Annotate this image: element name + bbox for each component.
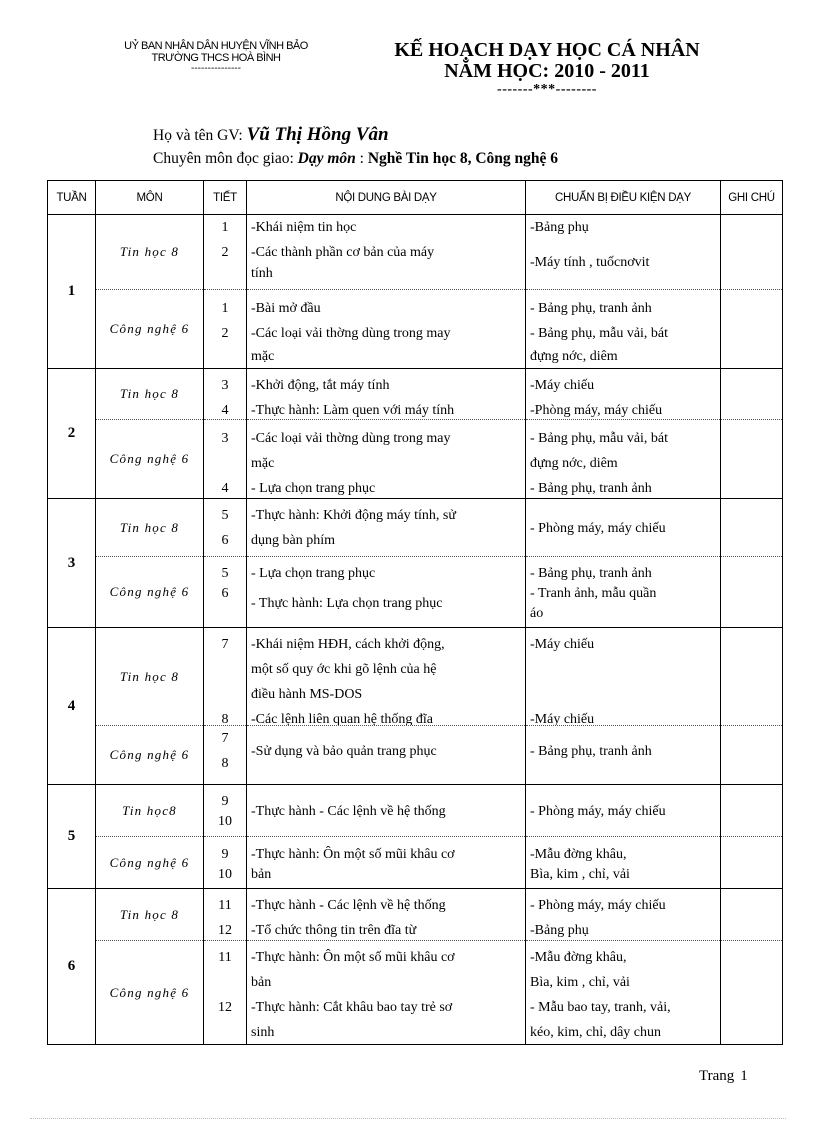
org-header [100,40,332,74]
org-line1: UỶ BAN NHÂN DÂN HUYỆN VĨNH BẢO [124,40,308,52]
note-cell [721,369,783,420]
subject-name: Công nghệ 6 [96,557,204,628]
lesson-content-line: tính [251,266,273,281]
subject-name: Tin học 8 [96,628,204,726]
lesson-content-line: sinh [251,1025,275,1040]
lesson-content-cell [247,837,526,889]
preparation-line: -Máy chiếu [530,712,595,725]
subject-name: Tin học8 [96,785,204,837]
col-header-tiet: TIẾT [204,181,247,215]
period-line: 10 [218,814,232,829]
period-line: 5 [221,566,229,581]
period-cell [204,889,247,941]
note-cell [721,215,783,290]
col-header-noi-dung: NỘI DUNG BÀI DẠY [247,181,526,215]
preparation-line: đựng nớc, diêm [530,349,618,364]
period-line: 4 [221,403,229,418]
subject-name: Tin học 8 [96,499,204,557]
period-cell [204,369,247,420]
lesson-content-cell [247,889,526,941]
week-number: 5 [48,785,96,889]
col-header-ghi-chu: GHI CHÚ [721,181,783,215]
preparation-line: Bìa, kim , chỉ, vải [530,867,630,882]
note-cell [721,499,783,557]
lesson-content-line: điều hành MS-DOS [251,687,363,702]
period-line: 2 [221,326,229,341]
period-line: 7 [221,731,229,746]
preparation-lines [526,837,720,888]
period-lines [204,290,246,368]
period-line: 4 [221,481,229,496]
subject-name: Công nghệ 6 [96,941,204,1045]
table-row [48,941,783,1045]
period-line: 11 [218,898,232,913]
preparation-line: Bìa, kim , chỉ, vải [530,975,630,990]
lesson-content-lines [247,499,525,556]
preparation-lines [526,941,720,1044]
teacher-name-line [153,123,558,147]
preparation-line: - Mẫu bao tay, tranh, vải, [530,1000,671,1015]
note-cell [721,889,783,941]
name-label: Họ và tên GV: [153,127,243,144]
lesson-content-line: -Thực hành - Các lệnh về hệ thống [251,898,446,913]
page-label: Trang [699,1068,735,1084]
lesson-content-lines [247,557,525,627]
preparation-line: áo [530,606,544,621]
table-row [48,499,783,557]
title-line1: KẾ HOẠCH DẠY HỌC CÁ NHÂN [394,39,700,61]
period-lines [204,785,246,836]
subject-name: Tin học 8 [96,215,204,290]
period-cell [204,499,247,557]
table-row [48,290,783,369]
preparation-lines [526,499,720,556]
preparation-line: -Máy chiếu [530,378,595,393]
lesson-content-line: bản [251,867,272,882]
table-row [48,420,783,499]
table-row [48,557,783,628]
period-line: 6 [221,533,229,548]
lesson-content-line: - Thực hành: Lựa chọn trang phục [251,596,443,611]
lesson-content-cell [247,369,526,420]
preparation-cell [526,557,721,628]
lesson-content-line: dụng bàn phím [251,533,335,548]
preparation-lines [526,726,720,784]
title-separator: -------***-------- [497,82,597,97]
preparation-line: -Máy chiếu [530,637,595,652]
subject-name: Công nghệ 6 [96,726,204,785]
period-lines [204,628,246,725]
period-cell [204,785,247,837]
lesson-content-cell [247,290,526,369]
lesson-content-cell [247,215,526,290]
period-cell [204,837,247,889]
period-cell [204,420,247,499]
lesson-content-line: -Thực hành: Cắt khâu bao tay trẻ sơ [251,1000,453,1015]
lesson-content-cell [247,420,526,499]
preparation-line: - Bảng phụ, tranh ảnh [530,566,652,581]
preparation-lines [526,557,720,627]
note-cell [721,785,783,837]
period-cell [204,557,247,628]
lesson-content-line: - Lựa chọn trang phục [251,481,376,496]
lesson-content-cell [247,499,526,557]
preparation-line: kéo, kim, chỉ, dây chun [530,1025,662,1040]
week-number: 1 [48,215,96,369]
period-line: 2 [221,245,229,260]
preparation-line: - Bảng phụ, tranh ảnh [530,744,652,759]
lesson-content-line: -Khởi động, tắt máy tính [251,378,390,393]
preparation-lines [526,369,720,419]
preparation-lines [526,290,720,368]
lesson-content-line: -Thực hành: Ôn một số mũi khâu cơ [251,847,455,862]
lesson-content-lines [247,785,525,836]
preparation-line: -Bảng phụ [530,220,589,235]
org-line2: TRƯỜNG THCS HOÀ BÌNH [151,52,281,64]
subject-name: Công nghệ 6 [96,837,204,889]
note-cell [721,290,783,369]
subject-name: Tin học 8 [96,369,204,420]
teacher-spec-line [153,147,558,170]
period-line: 6 [221,586,229,601]
period-line: 9 [221,847,229,862]
note-cell [721,837,783,889]
teacher-info [153,123,558,170]
period-cell [204,215,247,290]
lesson-content-line: -Thực hành - Các lệnh về hệ thống [251,804,446,819]
lesson-content-cell [247,628,526,726]
period-lines [204,726,246,784]
period-line: 1 [221,220,229,235]
table-row [48,889,783,941]
lesson-content-line: mặc [251,456,275,471]
period-lines [204,837,246,888]
note-cell [721,726,783,785]
lesson-content-lines [247,369,525,419]
lesson-content-line: -Các thành phần cơ bản của máy [251,245,435,260]
period-line: 5 [221,508,229,523]
lesson-content-line: -Thực hành: Khởi động máy tính, sử [251,508,456,523]
preparation-cell [526,837,721,889]
period-line: 12 [218,1000,232,1015]
lesson-content-line: -Tổ chức thông tin trên đĩa từ [251,923,417,938]
preparation-cell [526,420,721,499]
preparation-line: - Phòng máy, máy chiếu [530,898,666,913]
table-row [48,369,783,420]
preparation-cell [526,499,721,557]
subject-name: Công nghệ 6 [96,420,204,499]
note-cell [721,941,783,1045]
lesson-content-lines [247,889,525,940]
lesson-content-line: bản [251,975,272,990]
period-line: 10 [218,867,232,882]
lesson-content-line: -Thực hành: Ôn một số mũi khâu cơ [251,950,455,965]
preparation-cell [526,290,721,369]
table-row [48,215,783,290]
preparation-cell [526,889,721,941]
period-line: 8 [221,712,229,725]
period-lines [204,369,246,419]
subject-name: Công nghệ 6 [96,290,204,369]
period-lines [204,215,246,289]
preparation-cell [526,369,721,420]
lesson-content-lines [247,420,525,498]
lesson-content-lines [247,941,525,1044]
preparation-lines [526,215,720,289]
lesson-content-lines [247,628,525,725]
preparation-cell [526,628,721,726]
spec-value: Nghề Tin học 8, Công nghệ 6 [367,150,559,167]
spec-colon: : [355,150,368,167]
period-lines [204,889,246,940]
preparation-line: -Phòng máy, máy chiếu [530,403,663,418]
week-number: 4 [48,628,96,785]
lesson-content-line: -Các loại vải thờng dùng trong may [251,431,451,446]
table-header-row [48,181,783,215]
week-number: 6 [48,889,96,1045]
lesson-content-lines [247,290,525,368]
lesson-content-lines [247,726,525,784]
note-cell [721,557,783,628]
bottom-rule [30,1118,786,1119]
period-line: 3 [221,431,229,446]
preparation-line: - Phòng máy, máy chiếu [530,521,666,536]
period-line: 1 [221,301,229,316]
preparation-line: - Bảng phụ, mẫu vải, bát [530,326,669,341]
preparation-lines [526,785,720,836]
period-lines [204,557,246,627]
preparation-line: - Bảng phụ, mẫu vải, bát [530,431,669,446]
period-cell [204,941,247,1045]
period-lines [204,941,246,1044]
preparation-lines [526,420,720,498]
period-line: 9 [221,794,229,809]
lesson-content-line: -Sử dụng và bảo quản trang phục [251,744,437,759]
lesson-content-line: mặc [251,349,275,364]
period-line: 8 [221,756,229,771]
table-row [48,726,783,785]
lesson-content-line: -Bài mở đầu [251,301,321,316]
period-lines [204,420,246,498]
lesson-content-lines [247,837,525,888]
lesson-plan-table [47,180,783,1045]
week-number: 2 [48,369,96,499]
title-line2: NĂM HỌC: 2010 - 2011 [444,60,650,82]
lesson-content-cell [247,785,526,837]
col-header-mon: MÔN [96,181,204,215]
preparation-line: đựng nớc, diêm [530,456,618,471]
preparation-line: -Mẫu đờng khâu, [530,847,627,862]
preparation-line: -Bảng phụ [530,923,589,938]
col-header-chuan-bi: CHUẨN BỊ ĐIỀU KIỆN DẠY [526,181,721,215]
preparation-cell [526,941,721,1045]
table-row [48,628,783,726]
preparation-line: - Bảng phụ, tranh ảnh [530,481,652,496]
period-lines [204,499,246,556]
period-cell [204,628,247,726]
org-dashes: --------------- [191,63,241,74]
preparation-cell [526,726,721,785]
page-footer [699,1068,748,1085]
period-line: 7 [221,637,229,652]
lesson-content-cell [247,726,526,785]
spec-label: Chuyên môn đọc giao: [153,150,294,167]
col-header-tuan: TUẦN [48,181,96,215]
note-cell [721,628,783,726]
preparation-cell [526,215,721,290]
preparation-line: -Máy tính , tuốcnơvit [530,255,650,270]
preparation-lines [526,628,720,725]
table-row [48,785,783,837]
lesson-content-cell [247,557,526,628]
preparation-cell [526,785,721,837]
lesson-content-cell [247,941,526,1045]
lesson-content-line: -Các loại vải thờng dùng trong may [251,326,451,341]
preparation-line: - Bảng phụ, tranh ảnh [530,301,652,316]
lesson-content-lines [247,215,525,289]
period-line: 3 [221,378,229,393]
preparation-line: -Mẫu đờng khâu, [530,950,627,965]
document-title [372,40,722,98]
lesson-content-line: -Thực hành: Làm quen với máy tính [251,403,455,418]
lesson-content-line: - Lựa chọn trang phục [251,566,376,581]
preparation-line: - Tranh ảnh, mẫu quần [530,586,657,601]
period-line: 11 [218,950,232,965]
period-cell [204,726,247,785]
page-number: 1 [740,1068,748,1084]
lesson-content-line: -Các lệnh liên quan hệ thống đĩa [251,712,433,725]
table-row [48,837,783,889]
period-cell [204,290,247,369]
teacher-name: Vũ Thị Hồng Vân [246,124,389,145]
spec-mid: Dạy môn [297,150,356,167]
lesson-content-line: -Khái niệm HĐH, cách khởi động, [251,637,445,652]
lesson-content-line: một số quy ớc khi gõ lệnh của hệ [251,662,437,677]
lesson-content-line: -Khái niệm tin học [251,220,357,235]
week-number: 3 [48,499,96,628]
period-line: 12 [218,923,232,938]
preparation-lines [526,889,720,940]
subject-name: Tin học 8 [96,889,204,941]
note-cell [721,420,783,499]
preparation-line: - Phòng máy, máy chiếu [530,804,666,819]
